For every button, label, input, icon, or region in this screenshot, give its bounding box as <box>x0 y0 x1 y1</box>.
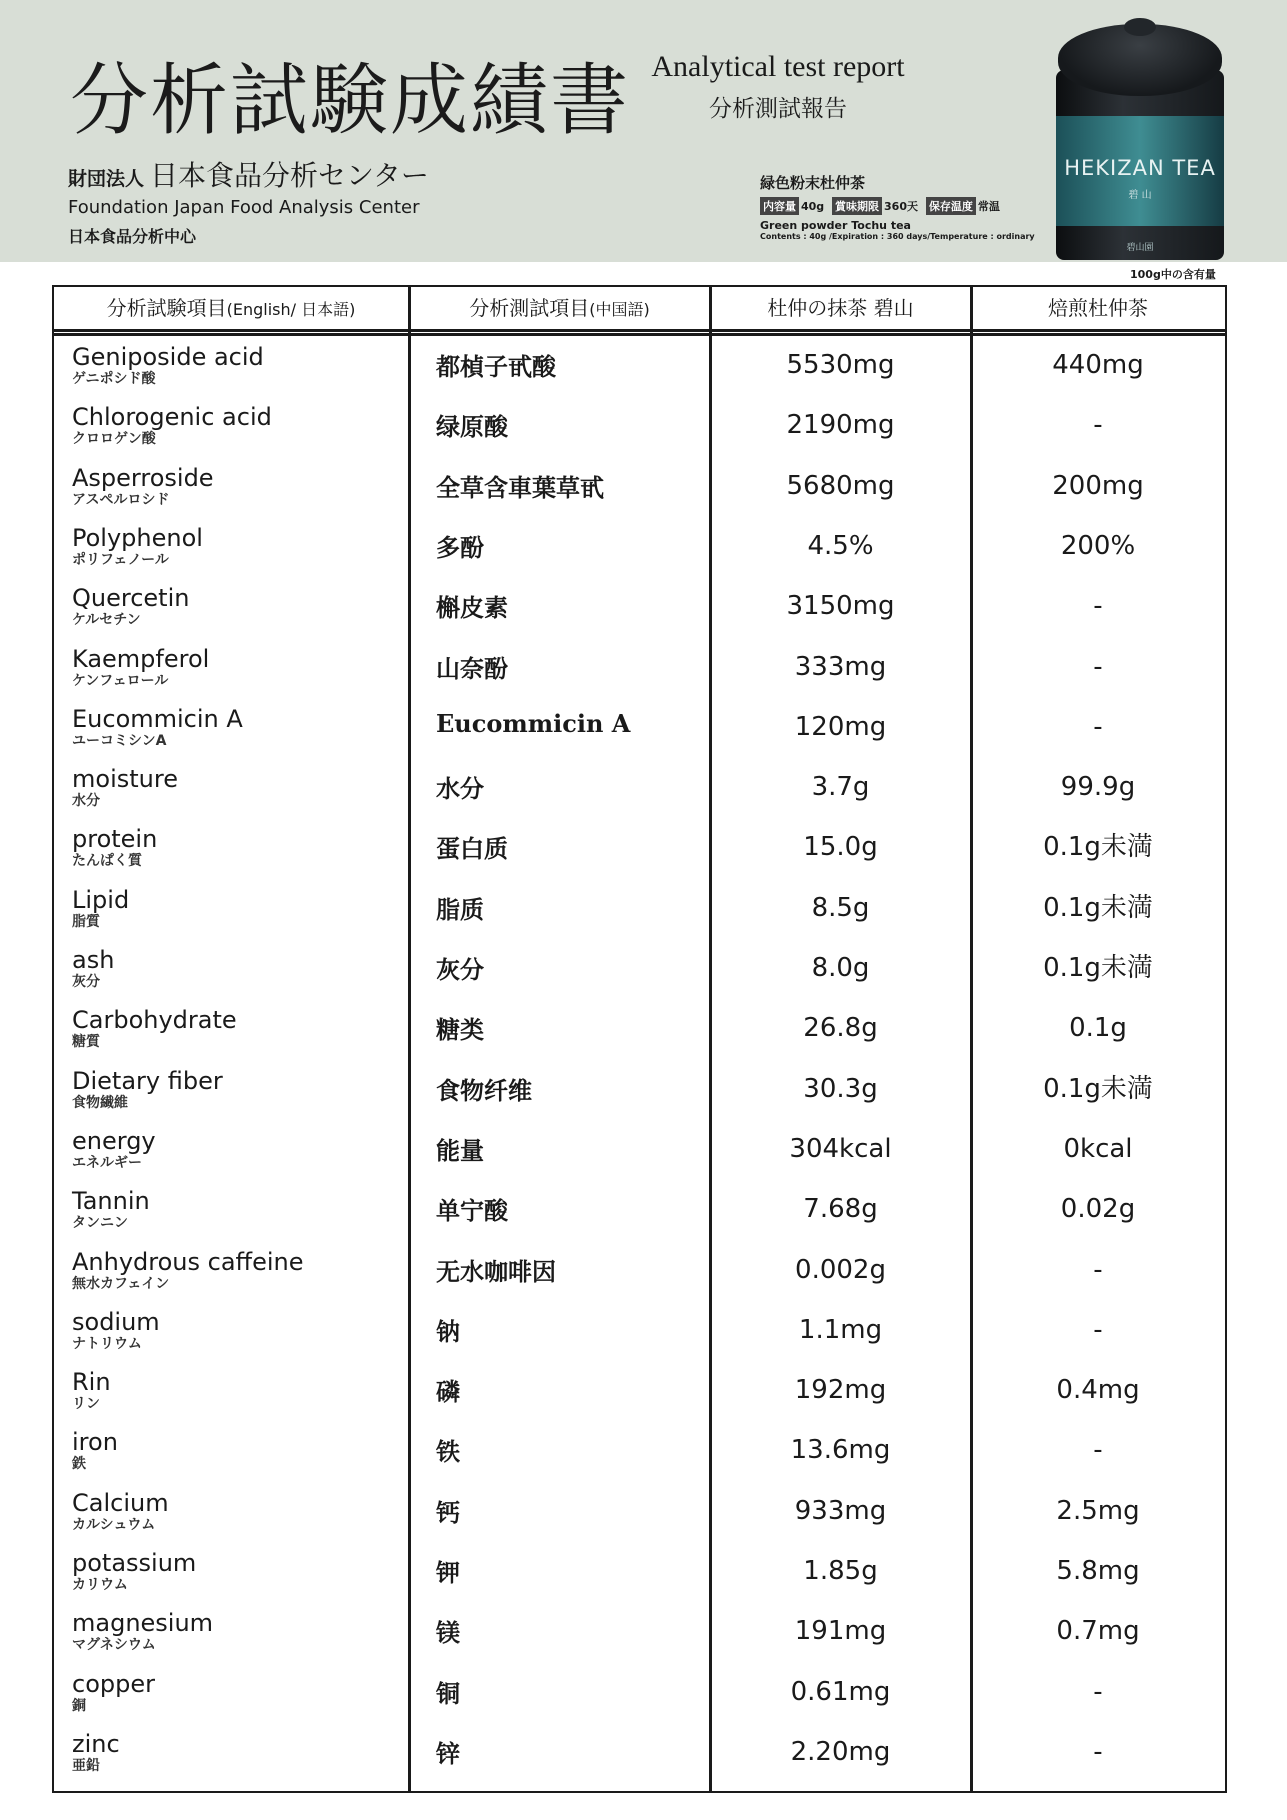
value-roasted: 0.1g未満 <box>1043 1073 1153 1104</box>
item-name-english: potassium <box>72 1549 197 1577</box>
value-roasted: 99.9g <box>1060 772 1136 803</box>
value-hekizan: 304kcal <box>789 1133 892 1164</box>
value-roasted: 0.1g未満 <box>1043 953 1153 983</box>
value-roasted: - <box>1093 591 1103 622</box>
value-hekizan: 933mg <box>794 1495 887 1526</box>
value-roasted: 0.4mg <box>1056 1375 1140 1406</box>
item-name-english: Lipid <box>72 885 130 914</box>
value-roasted: - <box>1093 1736 1103 1767</box>
column-header-roasted <box>972 287 1224 329</box>
header-divider <box>54 329 1225 332</box>
item-name-cell <box>72 705 243 749</box>
table-row <box>54 1664 1224 1724</box>
item-name-english: magnesium <box>72 1609 214 1638</box>
header-banner <box>0 0 1287 262</box>
table-row <box>54 880 1224 940</box>
item-name-japanese: 糖質 <box>72 1034 100 1051</box>
item-name-english: Polyphenol <box>72 523 203 552</box>
item-name-cell <box>72 886 129 930</box>
spec-tag-expiration: 賞味期限 <box>832 197 882 215</box>
table-row <box>54 819 1224 879</box>
item-name-japanese: 無水カフェイン <box>72 1275 170 1292</box>
item-name-chinese: 蛋白质 <box>436 834 508 864</box>
item-name-english: Asperroside <box>72 463 214 492</box>
item-name-cell <box>72 1368 111 1412</box>
table-row <box>54 578 1224 638</box>
item-name-chinese: 多酚 <box>436 532 484 562</box>
item-name-japanese: ケルセチン <box>72 612 141 629</box>
header-paren: (English/ 日本語) <box>226 300 356 319</box>
item-name-japanese: 銅 <box>72 1697 86 1714</box>
table-row <box>54 1362 1224 1422</box>
table-row <box>54 759 1224 819</box>
item-name-chinese: 钙 <box>436 1497 460 1527</box>
item-name-chinese: 水分 <box>436 774 484 804</box>
value-hekizan: 5530mg <box>786 350 895 380</box>
org-name-label: 日本食品分析センター <box>150 159 429 192</box>
table-row <box>54 337 1224 397</box>
can-bottom-text: 碧山園 <box>1126 243 1154 253</box>
item-name-cell <box>72 1428 118 1472</box>
table-row <box>54 1724 1224 1784</box>
value-hekizan: 1.1mg <box>798 1314 883 1345</box>
item-name-cell <box>72 1248 304 1292</box>
value-roasted: 5.8mg <box>1056 1556 1140 1586</box>
per-100g-note: 100g中の含有量 <box>1130 268 1216 281</box>
value-hekizan: 192mg <box>794 1375 887 1406</box>
item-name-english: Kaempferol <box>72 644 210 673</box>
product-specs <box>760 197 1035 215</box>
column-header-item-en-ja <box>54 287 408 329</box>
table-row <box>54 1061 1224 1121</box>
value-roasted: - <box>1093 1435 1103 1466</box>
item-name-english: Eucommicin A <box>72 704 243 733</box>
spec-value-contents: 40g <box>801 200 825 213</box>
value-roasted: - <box>1093 651 1103 682</box>
value-roasted: 0.02g <box>1060 1194 1136 1225</box>
item-name-japanese: ポリフェノール <box>72 551 169 568</box>
table-row <box>54 397 1224 457</box>
item-name-english: zinc <box>72 1729 120 1758</box>
product-specs-english: Contents : 40g /Expiration : 360 days/Temperature : ordinary <box>760 232 1035 241</box>
product-name: 緑色粉末杜仲茶 <box>760 174 866 192</box>
item-name-cell <box>72 1308 160 1352</box>
item-name-english: Rin <box>72 1368 111 1397</box>
item-name-cell <box>72 524 203 568</box>
product-info <box>760 172 1035 241</box>
item-name-chinese: Eucommicin A <box>436 708 631 738</box>
value-hekizan: 4.5% <box>807 530 874 561</box>
table-row <box>54 1181 1224 1241</box>
value-hekizan: 15.0g <box>803 832 878 863</box>
value-roasted: 0.1g未満 <box>1043 892 1153 923</box>
item-name-english: Anhydrous caffeine <box>72 1247 304 1276</box>
column-header-hekizan <box>711 287 970 329</box>
item-name-chinese: 钾 <box>436 1558 460 1587</box>
value-hekizan: 0.002g <box>795 1254 886 1285</box>
item-name-chinese: 铜 <box>436 1678 460 1708</box>
value-hekizan: 13.6mg <box>790 1435 891 1466</box>
spec-tag-contents: 内容量 <box>760 197 799 215</box>
value-hekizan: 3.7g <box>811 772 870 803</box>
table-row <box>54 1121 1224 1181</box>
item-name-cell <box>72 1006 237 1050</box>
item-name-cell <box>72 1127 156 1171</box>
item-name-cell <box>72 645 209 689</box>
spec-tag-temperature: 保存温度 <box>926 197 976 215</box>
value-hekizan: 7.68g <box>803 1194 878 1225</box>
item-name-cell <box>72 343 264 387</box>
value-hekizan: 2.20mg <box>790 1736 891 1767</box>
item-name-english: copper <box>72 1669 155 1698</box>
item-name-japanese: エネルギー <box>72 1154 142 1171</box>
table-row <box>54 1242 1224 1302</box>
tea-can-image <box>1050 18 1230 262</box>
item-name-english: moisture <box>72 765 178 794</box>
item-name-english: Geniposide acid <box>72 343 264 371</box>
value-hekizan: 3150mg <box>786 591 895 622</box>
item-name-chinese: 能量 <box>436 1135 484 1165</box>
header-main: 分析試験項目 <box>106 296 227 320</box>
item-name-japanese: カリウム <box>72 1577 128 1593</box>
item-name-cell <box>72 765 178 809</box>
table-row <box>54 1543 1224 1603</box>
item-name-english: ash <box>72 946 115 974</box>
item-name-cell <box>72 1187 150 1231</box>
value-hekizan: 2190mg <box>786 410 895 441</box>
item-name-japanese: タンニン <box>72 1215 128 1232</box>
table-row <box>54 1000 1224 1060</box>
table-row <box>54 1483 1224 1543</box>
table-row <box>54 940 1224 1000</box>
item-name-english: iron <box>72 1428 118 1457</box>
item-name-english: Carbohydrate <box>72 1006 237 1035</box>
item-name-japanese: クロロゲン酸 <box>72 431 156 448</box>
item-name-english: energy <box>72 1126 156 1155</box>
item-name-japanese: 脂質 <box>72 913 100 930</box>
header-main: 焙煎杜仲茶 <box>1048 296 1148 320</box>
item-name-japanese: たんぱく質 <box>72 853 142 870</box>
value-roasted: - <box>1093 410 1103 441</box>
item-name-cell <box>72 584 189 628</box>
org-type-label: 財団法人 <box>68 168 145 190</box>
column-header-item-cn <box>410 287 709 329</box>
item-name-chinese: 槲皮素 <box>436 593 508 623</box>
item-name-chinese: 单宁酸 <box>436 1196 508 1226</box>
value-roasted: - <box>1093 1314 1103 1345</box>
item-name-cell <box>72 403 272 447</box>
value-roasted: 0.1g未満 <box>1043 832 1153 863</box>
table-row <box>54 1302 1224 1362</box>
item-name-english: Chlorogenic acid <box>72 403 272 432</box>
value-roasted: 2.5mg <box>1056 1495 1140 1526</box>
item-name-japanese: リン <box>72 1396 100 1413</box>
value-hekizan: 191mg <box>794 1616 887 1647</box>
title-english: Analytical test report <box>651 50 905 83</box>
value-roasted: 440mg <box>1052 350 1144 380</box>
item-name-english: Dietary fiber <box>72 1066 223 1095</box>
organization-english: Foundation Japan Food Analysis Center <box>68 197 420 218</box>
organization-chinese: 日本食品分析中心 <box>68 227 197 246</box>
header-main: 分析測試項目 <box>469 296 590 320</box>
product-name-english: Green powder Tochu tea <box>760 219 911 232</box>
item-name-english: Calcium <box>72 1488 169 1517</box>
table-row <box>54 518 1224 578</box>
item-name-english: Tannin <box>72 1187 150 1216</box>
value-roasted: 200% <box>1060 530 1136 561</box>
value-hekizan: 8.0g <box>811 953 870 983</box>
item-name-english: Quercetin <box>72 584 190 613</box>
table-row <box>54 458 1224 518</box>
item-name-cell <box>72 825 157 869</box>
value-roasted: 0kcal <box>1063 1133 1133 1164</box>
value-hekizan: 5680mg <box>786 470 895 501</box>
item-name-chinese: 铁 <box>436 1437 460 1467</box>
value-hekizan: 30.3g <box>803 1073 878 1104</box>
item-name-cell <box>72 1067 223 1111</box>
item-name-chinese: 全草含車葉草甙 <box>436 472 604 502</box>
analysis-table <box>52 285 1227 1793</box>
item-name-japanese: 食物繊維 <box>72 1094 128 1111</box>
item-name-chinese: 绿原酸 <box>436 412 508 442</box>
item-name-chinese: 都楨子甙酸 <box>436 352 556 381</box>
title-chinese: 分析測試報告 <box>709 96 847 122</box>
item-name-chinese: 钠 <box>436 1316 460 1346</box>
value-roasted: 0.7mg <box>1056 1616 1140 1647</box>
item-name-cell <box>72 1489 169 1533</box>
item-name-japanese: ナトリウム <box>72 1335 142 1352</box>
item-name-japanese: カルシュウム <box>72 1516 156 1533</box>
value-hekizan: 8.5g <box>811 892 870 923</box>
item-name-chinese: 锌 <box>436 1738 460 1768</box>
item-name-chinese: 无水咖啡因 <box>436 1256 556 1286</box>
item-name-english: sodium <box>72 1307 160 1336</box>
item-name-japanese: ケンフェロール <box>72 672 169 689</box>
value-hekizan: 1.85g <box>803 1556 878 1586</box>
spec-value-expiration: 360天 <box>884 200 918 213</box>
page-title: 分析試験成績書 <box>70 56 631 146</box>
item-name-chinese: 食物纤维 <box>436 1075 532 1105</box>
value-roasted: - <box>1093 1254 1103 1285</box>
item-name-japanese: マグネシウム <box>72 1637 156 1654</box>
item-name-japanese: 鉄 <box>72 1456 86 1473</box>
item-name-japanese: ユーコミシンA <box>72 732 167 749</box>
value-roasted: 200mg <box>1052 470 1144 501</box>
item-name-chinese: 镁 <box>436 1618 460 1648</box>
item-name-cell <box>72 1670 155 1714</box>
can-brand-text: HEKIZAN TEA <box>1064 156 1216 180</box>
item-name-cell <box>72 1730 120 1774</box>
item-name-cell <box>72 1609 213 1653</box>
header-divider <box>54 333 1225 336</box>
can-sub-text: 碧 山 <box>1128 190 1152 201</box>
item-name-japanese: 水分 <box>72 793 100 810</box>
can-knob <box>1124 18 1156 36</box>
table-row <box>54 1603 1224 1663</box>
item-name-cell <box>72 1549 196 1593</box>
value-roasted: - <box>1093 1676 1103 1707</box>
value-hekizan: 333mg <box>794 651 887 682</box>
spec-value-temperature: 常温 <box>977 200 1000 213</box>
header-main: 杜仲の抹茶 碧山 <box>767 296 914 320</box>
item-name-cell <box>72 946 114 990</box>
value-hekizan: 120mg <box>794 711 887 742</box>
item-name-cell <box>72 464 214 508</box>
header-paren: (中国語) <box>589 300 650 319</box>
value-hekizan: 26.8g <box>803 1013 878 1044</box>
table-row <box>54 639 1224 699</box>
organization-japanese <box>68 154 429 194</box>
value-roasted: 0.1g <box>1069 1013 1127 1044</box>
item-name-chinese: 灰分 <box>436 955 484 984</box>
item-name-japanese: アスペルロシド <box>72 491 170 508</box>
item-name-chinese: 山奈酚 <box>436 653 508 683</box>
item-name-chinese: 脂质 <box>436 894 484 924</box>
item-name-japanese: 灰分 <box>72 974 100 990</box>
item-name-chinese: 糖类 <box>436 1015 484 1045</box>
item-name-japanese: 亜鉛 <box>72 1757 100 1774</box>
item-name-japanese: ゲニポシド酸 <box>72 371 156 387</box>
value-hekizan: 0.61mg <box>790 1676 891 1707</box>
table-row <box>54 699 1224 759</box>
value-roasted: - <box>1093 711 1103 742</box>
item-name-english: protein <box>72 825 158 854</box>
item-name-chinese: 磷 <box>436 1377 460 1407</box>
table-row <box>54 1422 1224 1482</box>
